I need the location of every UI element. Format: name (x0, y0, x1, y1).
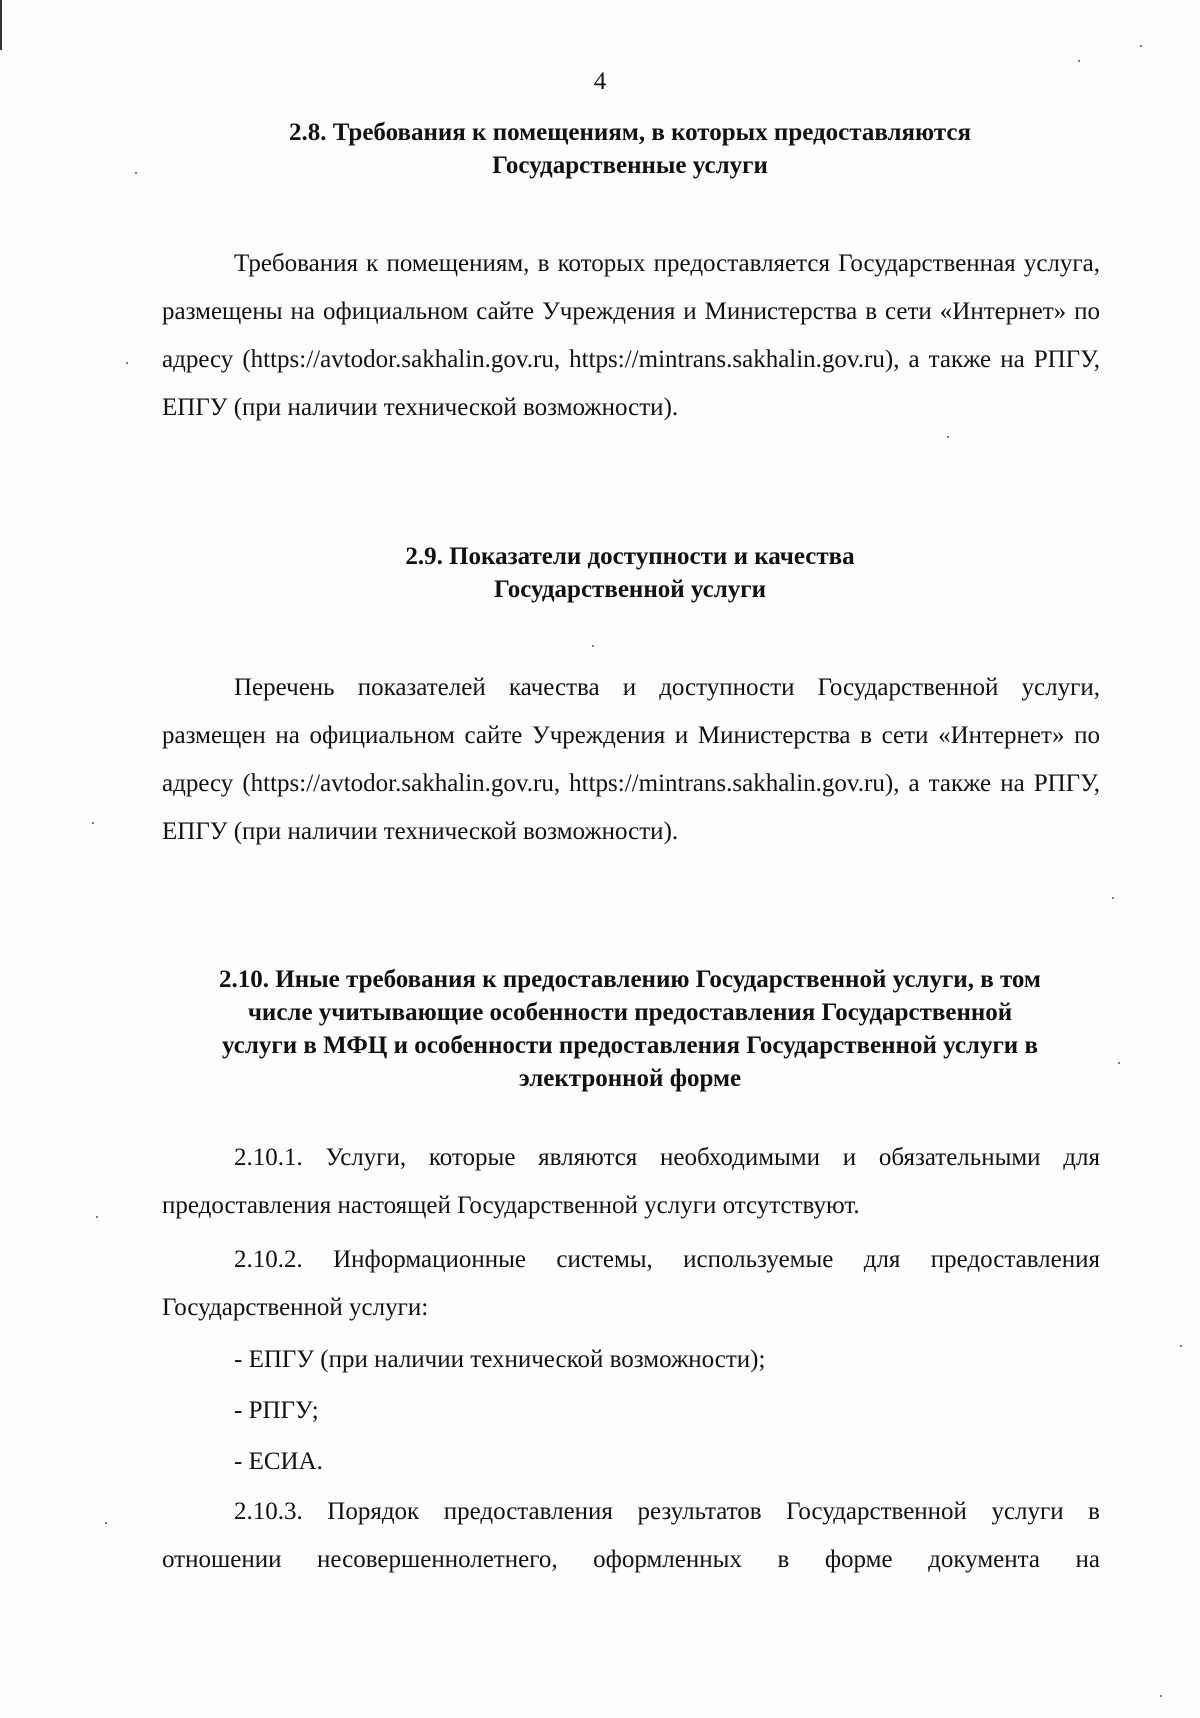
heading-line: 2.8. Требования к помещениям, в которых предоставляются (288, 119, 972, 146)
scan-speck (126, 362, 128, 364)
system-item-epgu: - ЕПГУ (при наличии технической возможности); (234, 1346, 766, 1373)
scan-speck (592, 645, 594, 647)
heading-line: электронной форме (518, 1065, 742, 1092)
system-item-esia: - ЕСИА. (234, 1448, 323, 1475)
section-2-8-heading (160, 116, 1100, 182)
paragraph-2-10-3: 2.10.3. Порядок предоставления результатов Государственной услуги в отношении несовершеннолетнего, оформленных в форме документа на (162, 1498, 1100, 1573)
heading-line: услуги в МФЦ и особенности предоставления Государственной услуги в (222, 1032, 1038, 1059)
scan-speck (1140, 45, 1142, 47)
page-number: 4 (593, 68, 607, 95)
paragraph-2-10-1: 2.10.1. Услуги, которые являются необходимыми и обязательными для предоставления настоящей Государственной услуги отсутствуют. (162, 1144, 1100, 1219)
heading-line: числе учитывающие особенности предоставления Государственной (247, 999, 1013, 1026)
scan-speck (1118, 1062, 1120, 1064)
scan-speck (1160, 1695, 1162, 1697)
scan-speck (1112, 897, 1114, 899)
scan-speck (1078, 60, 1080, 62)
scan-speck (135, 172, 137, 174)
heading-line: 2.9. Показатели доступности и качества (405, 543, 855, 570)
scan-edge-mark (0, 0, 2, 50)
system-item-rpgu: - РПГУ; (234, 1397, 319, 1424)
scan-speck (1180, 1345, 1182, 1347)
scan-speck (105, 1522, 107, 1524)
heading-line: Государственные услуги (492, 152, 768, 179)
section-2-10-heading (160, 963, 1100, 1095)
section-2-9-heading (160, 540, 1100, 606)
section-2-9-paragraph: Перечень показателей качества и доступности Государственной услуги, размещен на официальном сайте Учреждения и Министерства в сети «Интернет» по адресу (https://avtodor.sakhalin.gov.ru, https://mintrans.sakhalin.gov.ru), а также на РПГУ, ЕПГУ (при наличии технической возможности). (162, 674, 1100, 845)
scan-speck (92, 822, 94, 824)
heading-line: Государственной услуги (494, 576, 766, 603)
heading-line: 2.10. Иные требования к предоставлению Государственной услуги, в том (219, 966, 1041, 993)
scan-speck (96, 1216, 98, 1218)
section-2-8-paragraph: Требования к помещениям, в которых предоставляется Государственная услуга, размещены на официальном сайте Учреждения и Министерства в сети «Интернет» по адресу (https://avtodor.sakhalin.gov.ru, https://mintrans.sakhalin.gov.ru), а также на РПГУ, ЕПГУ (при наличии технической возможности). (162, 250, 1100, 421)
paragraph-2-10-2: 2.10.2. Информационные системы, используемые для предоставления Государственной услуги: (162, 1246, 1100, 1321)
scan-speck (947, 436, 949, 438)
